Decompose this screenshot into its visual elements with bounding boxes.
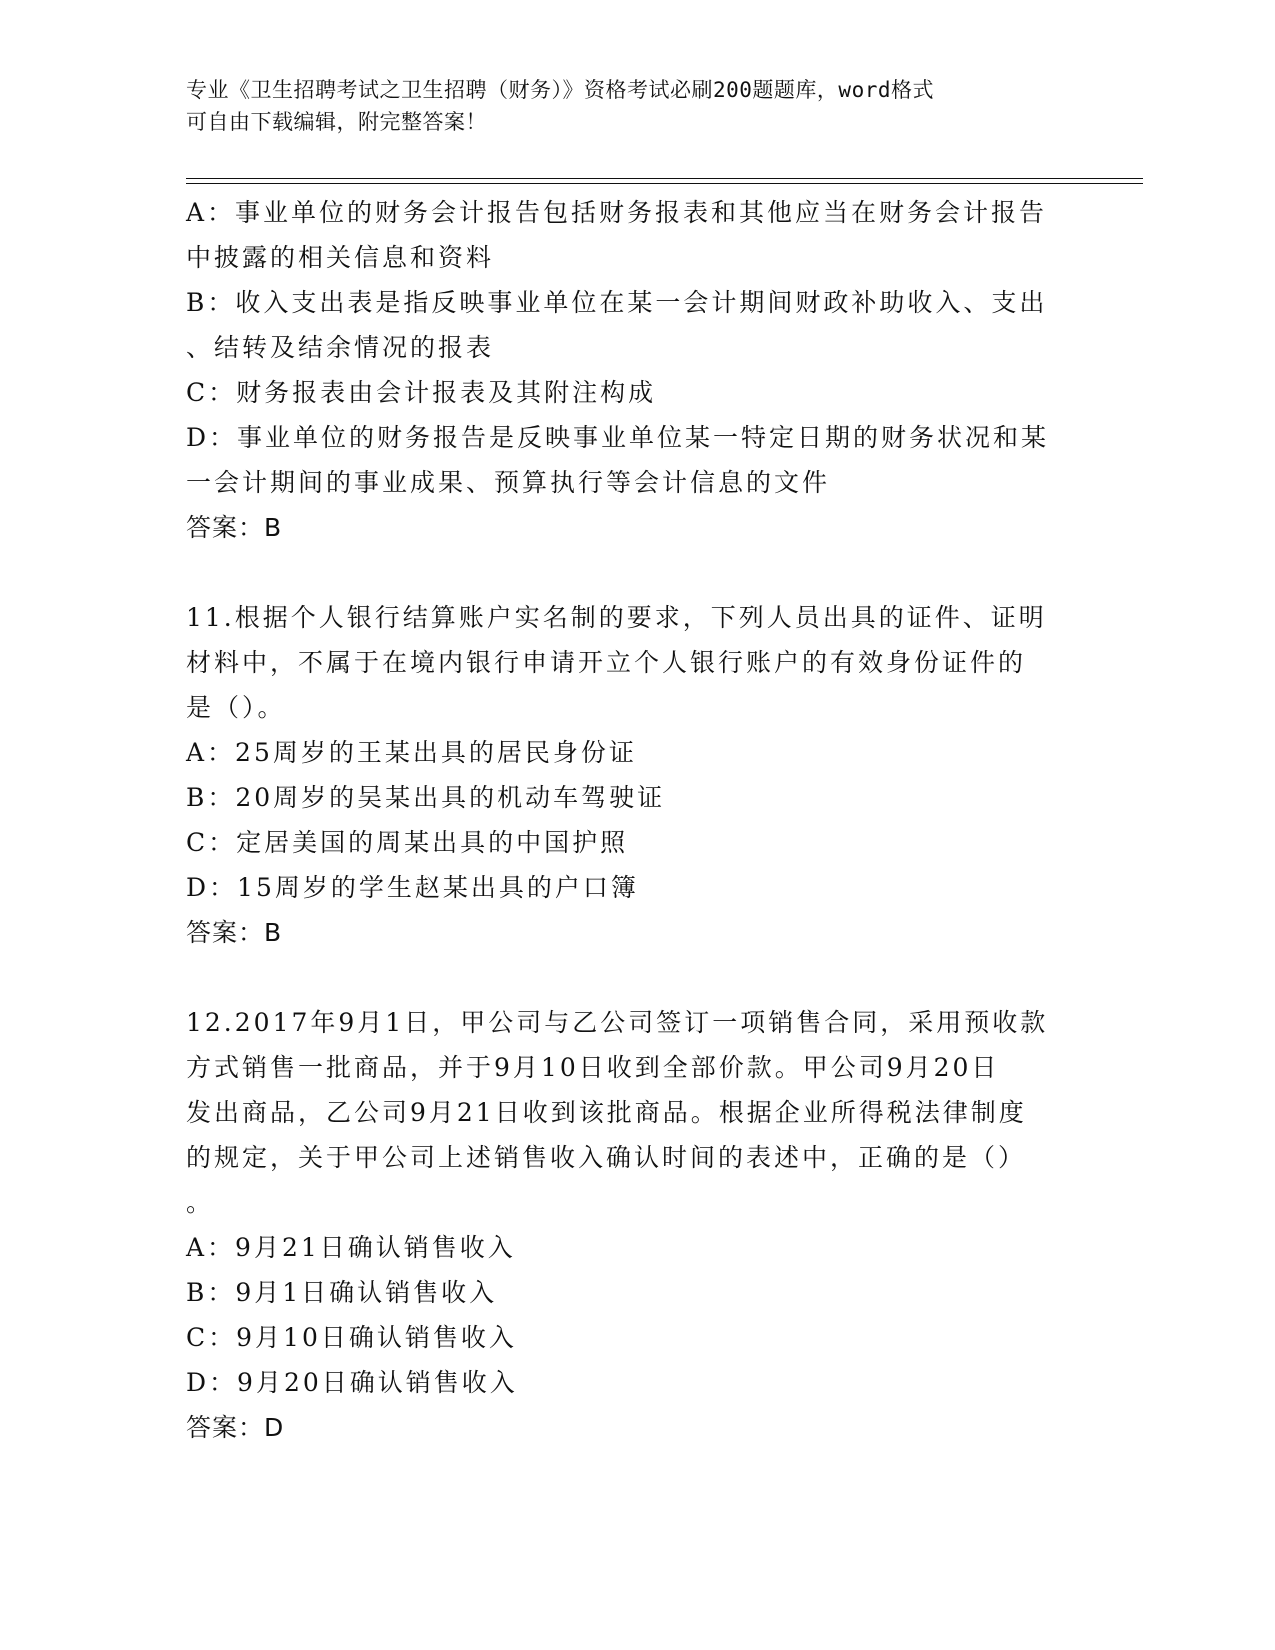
page-header: [186, 74, 1086, 138]
option-a: A：9月21日确认销售收入: [186, 1233, 516, 1262]
question-12-answer: 答案：D: [186, 1413, 285, 1442]
question-12-stem-4: 的规定，关于甲公司上述销售收入确认时间的表述中，正确的是（）: [186, 1143, 1027, 1172]
option-a-line-1: A：事业单位的财务会计报告包括财务报表和其他应当在财务会计报告: [186, 198, 1048, 227]
header-rule-top: [186, 178, 1143, 179]
question-10-options: [186, 190, 1076, 505]
option-d-line-2: 一会计期间的事业成果、预算执行等会计信息的文件: [186, 468, 831, 497]
header-line-2: 可自由下载编辑，附完整答案！: [186, 110, 487, 134]
question-11-answer: 答案：B: [186, 918, 283, 947]
option-c: C：定居美国的周某出具的中国护照: [186, 828, 629, 857]
option-c: C：9月10日确认销售收入: [186, 1323, 517, 1352]
question-10-answer: 答案：B: [186, 513, 283, 542]
question-12-stem-1: 12.2017年9月1日，甲公司与乙公司签订一项销售合同，采用预收款: [186, 1008, 1049, 1037]
question-12-stem-5: 。: [186, 1188, 215, 1217]
spacer: [186, 955, 1076, 1000]
option-a-line-2: 中披露的相关信息和资料: [186, 243, 495, 272]
option-a: A：25周岁的王某出具的居民身份证: [186, 738, 637, 767]
question-11-stem-2: 材料中，不属于在境内银行申请开立个人银行账户的有效身份证件的: [186, 648, 1027, 677]
document-body: [186, 190, 1076, 1450]
option-d: D：9月20日确认销售收入: [186, 1368, 518, 1397]
option-b: B：9月1日确认销售收入: [186, 1278, 498, 1307]
header-rule-bottom: [186, 183, 1143, 184]
spacer: [186, 550, 1076, 595]
question-11-stem-1: 11.根据个人银行结算账户实名制的要求，下列人员出具的证件、证明: [186, 603, 1047, 632]
option-d-line-1: D：事业单位的财务报告是反映事业单位某一特定日期的财务状况和某: [186, 423, 1050, 452]
question-12: [186, 1000, 1076, 1405]
option-b-line-2: 、结转及结余情况的报表: [186, 333, 495, 362]
question-12-stem-2: 方式销售一批商品，并于9月10日收到全部价款。甲公司9月20日: [186, 1053, 1000, 1082]
question-11-stem-3: 是（）。: [186, 693, 286, 722]
question-12-stem-3: 发出商品，乙公司9月21日收到该批商品。根据企业所得税法律制度: [186, 1098, 1027, 1127]
option-d: D：15周岁的学生赵某出具的户口簿: [186, 873, 639, 902]
header-line-1: 专业《卫生招聘考试之卫生招聘（财务）》资格考试必刷200题题库，word格式: [186, 78, 934, 102]
option-b: B：20周岁的吴某出具的机动车驾驶证: [186, 783, 666, 812]
option-b-line-1: B：收入支出表是指反映事业单位在某一会计期间财政补助收入、支出: [186, 288, 1048, 317]
option-c: C：财务报表由会计报表及其附注构成: [186, 378, 657, 407]
question-11: [186, 595, 1076, 910]
